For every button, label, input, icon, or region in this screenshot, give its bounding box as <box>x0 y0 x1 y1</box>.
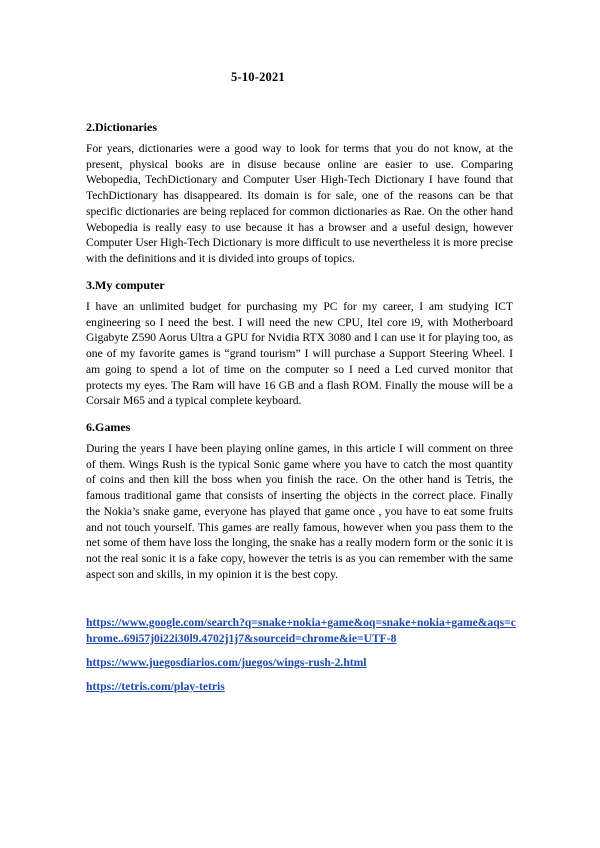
link-wings-rush[interactable]: https://www.juegosdiarios.com/juegos/wings-rush-2.html <box>86 656 367 669</box>
section-heading-dictionaries: 2.Dictionaries <box>86 120 157 134</box>
section-text-games: During the years I have been playing online games, in this article I will comment on three of them. Wings Rush is the typical Sonic game where you have to catch the most quantity of coins and then kill the boss when you finish the race. On the other hand is Tetris, the famous traditional game that consists of inserting the objects in the correct place. Finally the Nokia’s snake game, everyone has played that game once , you have to eat some fruits and not touch yourself. This games are really famous, however when you pass them to the net some of them have loss the longing, the snake has a really modern form or the sonic it is not the real sonic it is a fake copy, however the tetris is as you can remember with the same aspect son and skills, in my opinion it is the best copy. <box>86 442 513 581</box>
section-text-my-computer: I have an unlimited budget for purchasing my PC for my career, I am studying ICT engineering so I need the best. I will need the new CPU, Itel core i9, with Motherboard Gigabyte Z590 Aorus Ultra a GPU for Nvidia RTX 3080 and I can use it for playing too, as one of my favorite games is “grand tourism” I will purchase a Support Steering Wheel. I am going to spend a lot of time on the computer so I need a Led curved monitor that protects my eyes. The Ram will have 16 GB and a flash ROM. Finally the mouse will be a Corsair M65 and a typical complete keyboard. <box>86 300 513 408</box>
section-heading-my-computer: 3.My computer <box>86 278 165 292</box>
link-google-search[interactable]: https://www.google.com/search?q=snake+nokia+game&oq=snake+nokia+game&aqs=chrome..69i57j0i22i30l9.4702j1j7&sourceid=chrome&ie=UTF-8 <box>86 616 516 645</box>
document-date: 5-10-2021 <box>231 70 285 84</box>
section-heading-games: 6.Games <box>86 420 131 434</box>
link-tetris[interactable]: https://tetris.com/play-tetris <box>86 680 225 693</box>
section-text-dictionaries: For years, dictionaries were a good way to look for terms that you do not know, at the present, physical books are in disuse because online are easier to use. Comparing Webopedia, TechDictionary and Computer User High-Tech Dictionary I have found that TechDictionary has disappeared. Its domain is for sale, one of the reasons can be that specific dictionaries are being replaced for common dictionaries as Rae. On the other hand Webopedia is really easy to use because it has a browser and a useful design, however Computer User High-Tech Dictionary is more difficult to use nevertheless it is more precise with the definitions and it is divided into groups of topics. <box>86 142 513 265</box>
